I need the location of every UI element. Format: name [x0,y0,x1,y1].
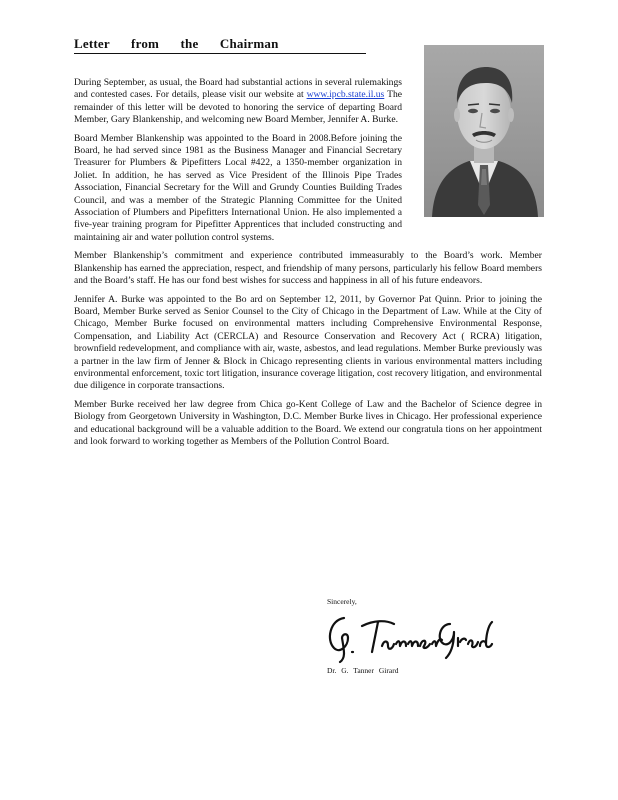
photo-spacer [402,77,542,223]
handwritten-signature [322,606,497,666]
intro-text: During September, as usual, the Board had substantial actions in several rulemakings and contested cases. For details, please visit our website at [74,77,402,101]
paragraph-blankenship-tribute: Member Blankenship’s commitment and experience contributed immeasurably to the Board’s work. Member Blankenship has earned the appreciation, respect, and friendship of many persons, particularly his fellow Board members and the Board’s staff. He has our fond best wishes for success and happiness in all of his future endeavors. [74,250,542,287]
paragraph-blankenship-background: Board Member Blankenship was appointed to the Board in 2008.Before joining the Board, he had served since 1981 as the Business Manager and Financial Secretary Treasurer for Plumbers & Pipefitters Local #422, a 1350-member organization in Joliet. In addition, he has served as Vice President of the Illinois Pipe Trades Association, Financial Secretary for the Will and Grundy Counties Building Trades Council, and was a member of the Strategic Planning Committee for the United Association of Plumbers and Pipefitters International Union. He also implemented a five-year training program for Pipefitter Apprentices that included constructing and maintaining air and water pollution control systems. [74,132,402,243]
intro-text-continued: The remainder of this letter will be devoted to honoring the service of departing Board Member, Gary Blankenship, and welcoming new Board Member, Jennifer A. Burke. [74,89,402,126]
sincerely-text: Sincerely, [327,597,357,606]
page-title: Letter from the Chairman [74,36,366,54]
paragraph-burke-education: Member Burke received her law degree from Chica go-Kent College of Law and the Bachelor of Science degree in Biology from Georgetown University in Washington, D.C. Member Burke lives in Chicago. Her professional experience and educational background will be a valuable addition to the Board. We extend our congratula tions on her appointment and look forward to working together as Members of the Pollution Control Board. [74,398,542,447]
letter-body [74,77,542,454]
paragraph-burke-background: Jennifer A. Burke was appointed to the Bo ard on September 12, 2011, by Governor Pat Quinn. Prior to joining the Board, Member Burke served as Senior Counsel to the City of Chicago in the Department of Law. While at the City of Chicago, Member Burke focused on environmental matters including Comprehensive Environmental Response, Compensation, and Liability Act (CERCLA) and Resource Conservation and Recovery Act ( RCRA) litigation, brownfield redevelopment, and compliance with air, waste, asbestos, and lead regulations. Member Burke previously was a partner in the law firm of Jenner & Block in Chicago representing clients in various environmental matters including environmental enforcement, toxic tort litigation, insurance coverage litigation, cost recovery litigation, and environmental due diligence in corporate transactions. [74,293,542,392]
website-link[interactable]: www.ipcb.state.il.us [306,89,385,101]
signer-name: Dr. G. Tanner Girard [327,666,399,675]
